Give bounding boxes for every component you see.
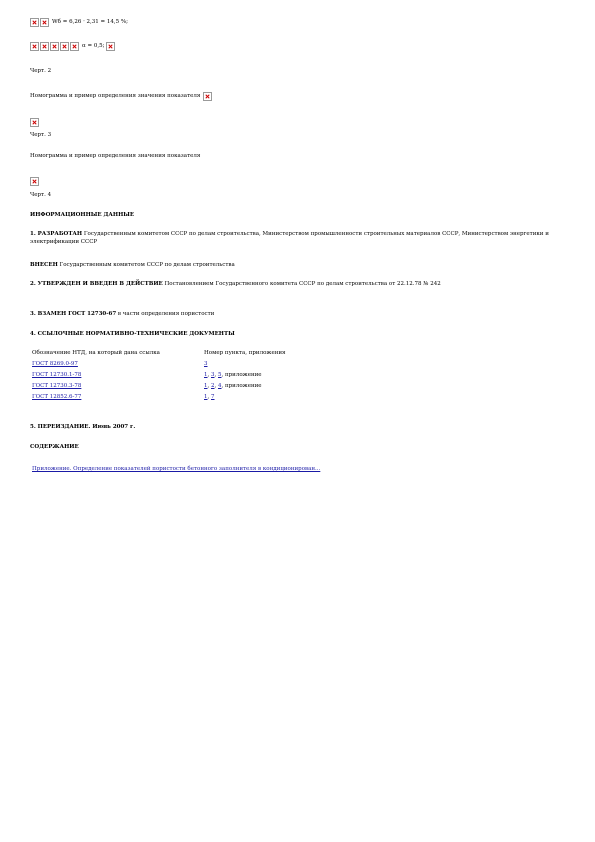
broken-image-icon bbox=[50, 42, 59, 51]
info-item-vnesen bbox=[30, 262, 235, 269]
info-heading: ИНФОРМАЦИОННЫЕ ДАННЫЕ bbox=[30, 212, 135, 218]
info-item-1-label: 1. РАЗРАБОТАН bbox=[30, 231, 83, 237]
ref-suffix: , приложение bbox=[221, 372, 262, 378]
table-row: ГОСТ 12730.1-78 1, 3, 5, приложение bbox=[32, 372, 262, 378]
broken-image-icon bbox=[40, 18, 49, 27]
contents-link-appendix[interactable]: Приложение. Определение показателей пористости бетонного заполнителя в кондиционирован... bbox=[32, 466, 321, 472]
contents-link-row bbox=[32, 466, 320, 473]
ref-link[interactable]: 4 bbox=[218, 383, 222, 389]
chert-4-label: Черт. 4 bbox=[30, 192, 52, 198]
info-item-2-label: 2. УТВЕРЖДЕН И ВВЕДЕН В ДЕЙСТВИЕ bbox=[30, 281, 163, 287]
broken-image-icon bbox=[30, 118, 39, 127]
broken-image-icon bbox=[40, 42, 49, 51]
broken-image-icon bbox=[106, 42, 115, 51]
table-row: ГОСТ 12852.6-77 1, 7 bbox=[32, 394, 215, 400]
contents-heading: СОДЕРЖАНИЕ bbox=[30, 444, 79, 450]
doc-link[interactable]: ГОСТ 12852.6-77 bbox=[32, 394, 82, 400]
ref-link[interactable]: 7 bbox=[211, 394, 215, 400]
nomogram-2-caption: Номограмма и пример определения значения показателя bbox=[30, 153, 201, 159]
formula-line-1 bbox=[30, 18, 128, 27]
chert-3-label: Черт. 3 bbox=[30, 132, 52, 138]
broken-image-icon bbox=[30, 42, 39, 51]
info-item-1 bbox=[30, 230, 570, 246]
broken-image-icon bbox=[30, 177, 39, 186]
ref-link[interactable]: 3 bbox=[211, 372, 215, 378]
doc-link[interactable]: ГОСТ 12730.1-78 bbox=[32, 372, 82, 378]
ref-suffix: , приложение bbox=[221, 383, 262, 389]
chert-2-label: Черт. 2 bbox=[30, 68, 52, 74]
nomogram-1-caption-row bbox=[30, 92, 213, 101]
info-item-3-text: в части определения пористости bbox=[116, 311, 215, 317]
ref-link[interactable]: 3 bbox=[204, 361, 208, 367]
formula-1: Wб = 6,26 · 2,31 = 14,5 %; bbox=[52, 19, 128, 25]
info-item-5: 5. ПЕРЕИЗДАНИЕ. Июнь 2007 г. bbox=[30, 424, 136, 430]
broken-image-icon bbox=[30, 18, 39, 27]
ref-link[interactable]: 1 bbox=[204, 394, 208, 400]
broken-image-icon bbox=[203, 92, 212, 101]
table-header-doc: Обозначение НТД, на который дана ссылка bbox=[32, 350, 160, 356]
ref-link[interactable]: 1 bbox=[204, 372, 208, 378]
info-item-3 bbox=[30, 311, 214, 318]
broken-image-icon bbox=[60, 42, 69, 51]
info-item-2 bbox=[30, 280, 570, 288]
info-item-vnesen-text: Государственным комитетом СССР по делам строительства bbox=[57, 262, 235, 268]
table-row bbox=[32, 359, 286, 370]
info-item-2-text: Постановлением Государственного комитета СССР по делам строительства от 22.12.78 № 242 bbox=[162, 281, 441, 287]
ref-link[interactable]: 5 bbox=[218, 372, 222, 378]
formula-line-2 bbox=[30, 42, 116, 51]
formula-2: α = 0,5; bbox=[82, 43, 105, 49]
doc-link[interactable]: ГОСТ 8269.0-97 bbox=[32, 361, 78, 367]
info-item-vnesen-label: ВНЕСЕН bbox=[30, 262, 58, 268]
broken-image-icon bbox=[70, 42, 79, 51]
ref-link[interactable]: 2 bbox=[211, 383, 215, 389]
table-row: ГОСТ 12730.3-78 1, 2, 4, приложение bbox=[32, 383, 262, 389]
table-header-row bbox=[32, 348, 286, 359]
table-header-refs: Номер пункта, приложения bbox=[204, 350, 286, 356]
references-table bbox=[32, 348, 286, 403]
doc-link[interactable]: ГОСТ 12730.3-78 bbox=[32, 383, 82, 389]
info-item-3-label: 3. ВЗАМЕН ГОСТ 12730-67 bbox=[30, 311, 117, 317]
nomogram-1-caption: Номограмма и пример определения значения показателя bbox=[30, 93, 201, 99]
info-item-4-heading: 4. ССЫЛОЧНЫЕ НОРМАТИВНО-ТЕХНИЧЕСКИЕ ДОКУМЕНТЫ bbox=[30, 331, 235, 337]
info-item-1-text: Государственным комитетом СССР по делам строительства, Министерством промышленности строительных материалов СССР, Министерством энергетики и электрификации СССР bbox=[30, 231, 549, 245]
nomogram-1-image bbox=[30, 112, 40, 131]
nomogram-2-image bbox=[30, 171, 40, 190]
ref-link[interactable]: 1 bbox=[204, 383, 208, 389]
